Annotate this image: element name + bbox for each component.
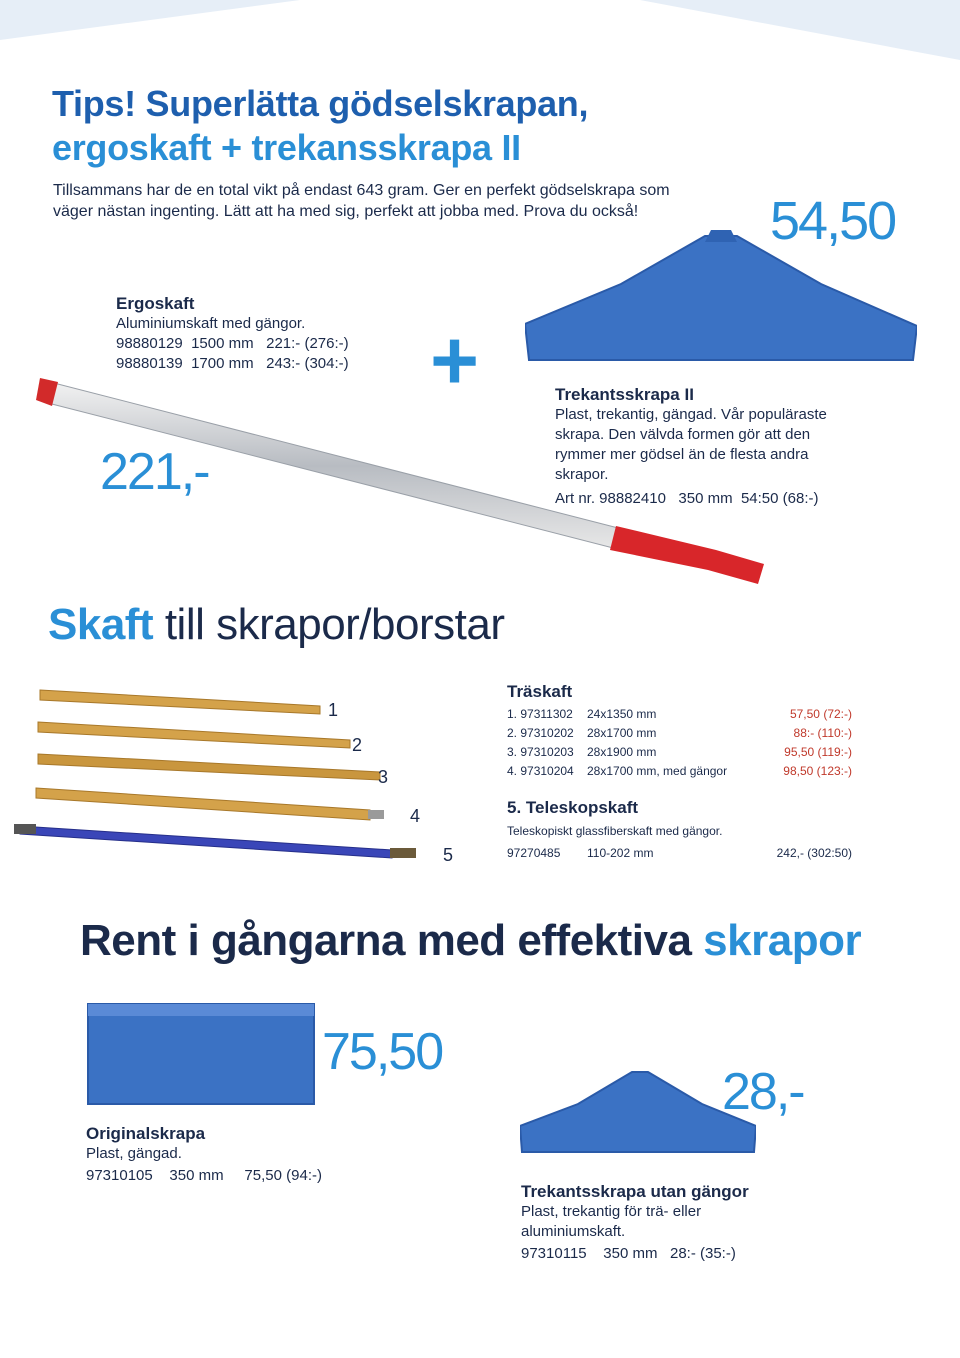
trekantsskrapa-utan-gangor-image xyxy=(520,1068,756,1154)
traskaft-art: 4. 97310204 xyxy=(507,764,574,778)
traskaft-table xyxy=(507,682,852,781)
traskaft-row xyxy=(507,762,852,781)
trekantsskrapa2-line1: Plast, trekantig för trä- eller xyxy=(521,1203,702,1220)
ergoskaft-desc: Aluminiumskaft med gängor. xyxy=(116,315,306,332)
traskaft-dim: 28x1700 mm xyxy=(587,726,657,740)
traskaft-art: 3. 97310203 xyxy=(507,745,574,759)
handle-number-1: 1 xyxy=(328,700,339,720)
originalskrapa-info xyxy=(86,1124,322,1186)
tips-intro xyxy=(53,180,753,222)
skaft-heading xyxy=(48,600,504,650)
originalskrapa-desc: Plast, gängad. xyxy=(86,1145,182,1162)
teleskop-price: 242,- (302:50) xyxy=(776,846,852,860)
trekantsskrapa-art: Art nr. 98882410 350 mm 54:50 (68:-) xyxy=(555,490,819,507)
teleskop-heading: 5. Teleskopskaft xyxy=(507,798,639,817)
trekantsskrapa-image xyxy=(525,228,917,368)
trekantsskrapa2-price: 28,- xyxy=(722,1063,804,1121)
trekantsskrapa2-line2: aluminiumskaft. xyxy=(521,1223,626,1240)
traskaft-row xyxy=(507,705,852,724)
traskaft-dim: 24x1350 mm xyxy=(587,707,657,721)
skaft-heading-bold: Skaft xyxy=(48,600,154,649)
rent-heading-main: Rent i gångarna med effektiva xyxy=(80,916,704,965)
ergoskaft-heading: Ergoskaft xyxy=(116,294,195,313)
traskaft-dim: 28x1900 mm xyxy=(587,745,657,759)
traskaft-price: 98,50 (123:-) xyxy=(783,764,852,778)
trekantsskrapa-line2: skrapa. Den välvda formen gör att den xyxy=(555,426,811,443)
trekantsskrapa2-heading: Trekantsskrapa utan gängor xyxy=(521,1182,749,1201)
trekantsskrapa2-info xyxy=(521,1182,821,1264)
skaft-heading-rest: till skrapor/borstar xyxy=(153,600,505,649)
trekantsskrapa-line4: skrapor. xyxy=(555,466,609,483)
plus-sign: + xyxy=(430,313,480,407)
teleskop-row xyxy=(507,844,852,863)
traskaft-row xyxy=(507,743,852,762)
teleskop-art: 97270485 xyxy=(507,846,561,860)
handle-number-4: 4 xyxy=(410,806,421,826)
tips-intro-line2: väger nästan ingenting. Lätt att ha med sig, perfekt att jobba med. Prova du också! xyxy=(53,203,639,220)
handle-number-2: 2 xyxy=(352,735,363,755)
combo-price: 54,50 xyxy=(770,191,896,251)
trekantsskrapa-heading: Trekantsskrapa II xyxy=(555,385,694,404)
teleskopskaft-info xyxy=(507,798,852,863)
traskaft-art: 2. 97310202 xyxy=(507,726,574,740)
teleskop-dim: 110-202 mm xyxy=(587,846,654,860)
traskaft-price: 95,50 (119:-) xyxy=(784,745,852,759)
ergoskaft-info xyxy=(116,294,349,374)
handle-number-3: 3 xyxy=(378,767,389,787)
tips-title-line2: ergoskaft + trekansskrapa II xyxy=(52,127,521,168)
trekantsskrapa-line3: rymmer mer gödsel än de flesta andra xyxy=(555,446,809,463)
tips-intro-line1: Tillsammans har de en total vikt på endast 643 gram. Ger en perfekt gödselskrapa som xyxy=(53,182,670,199)
rent-heading-blue: skrapor xyxy=(703,916,862,965)
originalskrapa-image xyxy=(86,1000,318,1110)
traskaft-dim: 28x1700 mm, med gängor xyxy=(587,764,728,778)
trekantsskrapa-line1: Plast, trekantig, gängad. Vår populäraste xyxy=(555,406,827,423)
ergoskaft-price: 221,- xyxy=(100,443,209,501)
page-corner-decoration xyxy=(0,0,960,60)
teleskop-desc: Teleskopiskt glassfiberskaft med gängor. xyxy=(507,824,723,838)
traskaft-heading: Träskaft xyxy=(507,682,573,701)
tips-title xyxy=(52,82,588,170)
originalskrapa-art: 97310105 350 mm 75,50 (94:-) xyxy=(86,1167,322,1184)
handle-number-5: 5 xyxy=(443,845,454,865)
traskaft-price: 57,50 (72:-) xyxy=(789,707,852,721)
rent-heading xyxy=(80,916,861,966)
traskaft-art: 1. 97311302 xyxy=(507,707,573,721)
originalskrapa-heading: Originalskrapa xyxy=(86,1124,206,1143)
originalskrapa-price: 75,50 xyxy=(322,1023,443,1081)
traskaft-price: 88:- (110:-) xyxy=(793,726,852,740)
ergoskaft-row-2: 98880139 1700 mm 243:- (304:-) xyxy=(116,355,349,372)
traskaft-row xyxy=(507,724,852,743)
trekantsskrapa2-art: 97310115 350 mm 28:- (35:-) xyxy=(521,1245,736,1262)
trekantsskrapa-info xyxy=(555,385,885,509)
ergoskaft-row-1: 98880129 1500 mm 221:- (276:-) xyxy=(116,335,349,352)
tips-title-line1: Tips! Superlätta gödselskrapan, xyxy=(52,83,589,124)
